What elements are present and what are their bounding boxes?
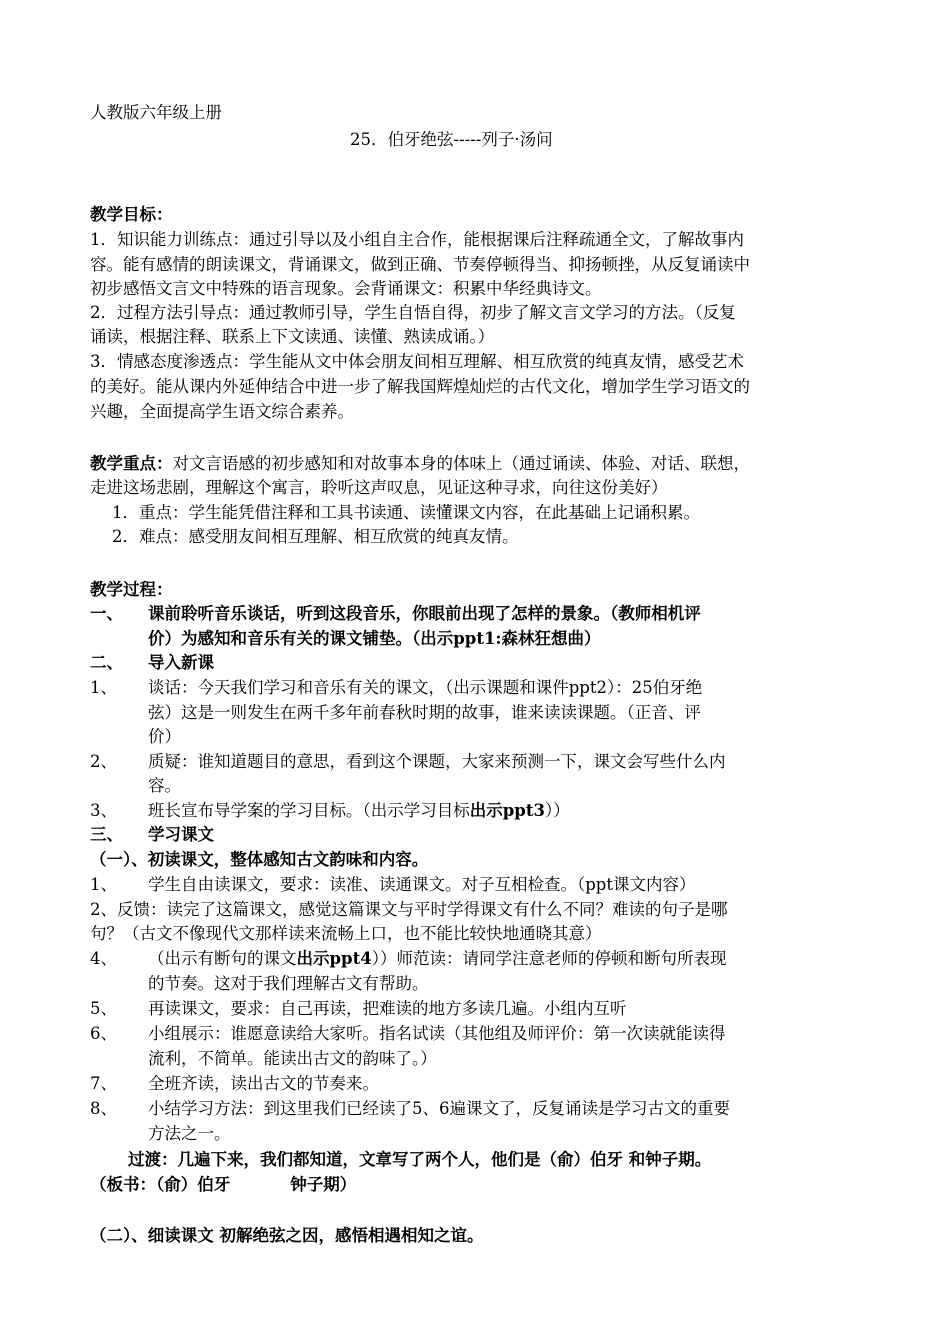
focus-difficulty: 2．难点：感受朋友间相互理解、相互欣赏的纯真友情。 xyxy=(112,527,519,546)
board-text: （板书：（俞）伯牙 xyxy=(90,1175,231,1194)
item-line xyxy=(148,946,726,971)
grade-label: 人教版六年级上册 xyxy=(90,103,222,122)
goals-line: 初步感悟文言文中特殊的语言现象。会背诵课文：积累中华经典诗文。 xyxy=(90,279,602,298)
section-3-title: 学习课文 xyxy=(148,825,214,844)
item-number: 8、 xyxy=(90,1099,117,1118)
focus-line-2: 走进这场悲剧，理解这个寓言，聆听这声叹息，见证这种寻求，向往这份美好） xyxy=(90,478,668,497)
subsection-2-title: （二）、细读课文 初解绝弦之因，感悟相遇相知之谊。 xyxy=(90,1226,484,1245)
item-number: 2、 xyxy=(90,752,117,771)
item-line: 全班齐读，读出古文的节奏来。 xyxy=(148,1074,379,1093)
focus-heading: 教学重点： xyxy=(90,454,173,473)
item-number: 3、 xyxy=(90,801,117,820)
item-line: 方法之一。 xyxy=(148,1124,231,1143)
item-line: 句？（古文不像现代文那样读来流畅上口，也不能比较快地通晓其意） xyxy=(90,924,602,943)
item-line: 小结学习方法：到这里我们已经读了5、6遍课文了，反复诵读是学习古文的重要 xyxy=(148,1099,730,1118)
item-text: ）） xyxy=(544,801,570,820)
item-line: 质疑：谁知道题目的意思，看到这个课题，大家来预测一下，课文会写些什么内 xyxy=(148,752,726,771)
goals-line: 容。能有感情的朗读课文，背诵课文，做到正确、节奏停顿得当、抑扬顿挫，从反复诵读中 xyxy=(90,255,750,274)
section-2-title: 导入新课 xyxy=(148,653,214,672)
focus-line-1 xyxy=(90,451,870,476)
focus-key-point: 1．重点：学生能凭借注释和工具书读通、读懂课文内容，在此基础上记诵积累。 xyxy=(112,503,700,522)
item-line: 谈话：今天我们学习和音乐有关的课文，（出示课题和课件ppt2）：25伯牙绝 xyxy=(148,678,703,697)
item-text: 班长宣布导学案的学习目标。（出示学习目标 xyxy=(148,801,470,820)
item-number: 1、 xyxy=(90,678,117,697)
goals-line: 诵读，根据注释、联系上下文读通、读懂、熟读成诵。） xyxy=(90,327,495,346)
section-1-line: 价）为感知和音乐有关的课文铺垫。（出示ppt1:森林狂想曲） xyxy=(148,629,601,648)
item-line: 流利，不简单。能读出古文的韵味了。） xyxy=(148,1049,437,1068)
item-number: 6、 xyxy=(90,1024,117,1043)
focus-text: 对文言语感的初步感知和对故事本身的体味上（通过诵读、体验、对话、联想， xyxy=(172,454,750,473)
item-line: 容。 xyxy=(148,776,181,795)
board-note xyxy=(90,1172,870,1197)
transition-line: 过渡：几遍下来，我们都知道，文章写了两个人，他们是（俞）伯牙 和钟子期。 xyxy=(128,1150,712,1169)
ppt-ref: 出示ppt3 xyxy=(469,801,545,820)
item-number: 7、 xyxy=(90,1074,117,1093)
goals-line: 的美好。能从课内外延伸结合中进一步了解我国辉煌灿烂的古代文化，增加学生学习语文的 xyxy=(90,377,750,396)
board-text: 钟子期） xyxy=(290,1175,357,1194)
process-heading: 教学过程： xyxy=(90,580,173,599)
ppt-ref: 出示ppt4 xyxy=(296,949,372,968)
section-number: 一、 xyxy=(90,604,123,623)
goals-heading: 教学目标： xyxy=(90,205,173,224)
item-line: 学生自由读课文，要求：读准、读通课文。对子互相检查。（ppt课文内容） xyxy=(148,875,696,894)
goals-line: 兴趣，全面提高学生语文综合素养。 xyxy=(90,402,354,421)
item-line: 的节奏。这对于我们理解古文有帮助。 xyxy=(148,974,429,993)
goals-line: 1．知识能力训练点：通过引导以及小组自主合作，能根据课后注释疏通全文，了解故事内 xyxy=(90,230,744,249)
item-text: ））师范读：请同学注意老师的停顿和断句所表现 xyxy=(371,949,727,968)
item-number: 1、 xyxy=(90,875,117,894)
section-number: 三、 xyxy=(90,825,123,844)
item-line: 小组展示：谁愿意读给大家听。指名试读（其他组及师评价：第一次读就能读得 xyxy=(148,1024,726,1043)
goals-line: 3．情感态度渗透点：学生能从文中体会朋友间相互理解、相互欣赏的纯真友情，感受艺术 xyxy=(90,352,744,371)
item-line: 价） xyxy=(148,727,181,746)
section-1-line: 课前聆听音乐谈话，听到这段音乐，你眼前出现了怎样的景象。（教师相机评 xyxy=(148,604,701,623)
section-number: 二、 xyxy=(90,653,123,672)
item-line: 2、反馈：读完了这篇课文，感觉这篇课文与平时学得课文有什么不同？难读的句子是哪 xyxy=(90,900,728,919)
item-number: 5、 xyxy=(90,999,117,1018)
goals-line: 2．过程方法引导点：通过教师引导，学生自悟自得，初步了解文言文学习的方法。（反复 xyxy=(90,303,736,322)
item-line: 再读课文，要求：自己再读，把难读的地方多读几遍。小组内互听 xyxy=(148,999,627,1018)
item-line: 弦）这是一则发生在两千多年前春秋时期的故事，谁来读读课题。（正音、评 xyxy=(148,703,701,722)
subsection-1-title: （一）、初读课文，整体感知古文韵味和内容。 xyxy=(90,850,429,869)
lesson-title: 25．伯牙绝弦-----列子·汤问 xyxy=(350,130,553,149)
item-line xyxy=(148,798,570,823)
item-number: 4、 xyxy=(90,949,117,968)
item-text: （出示有断句的课文 xyxy=(148,949,297,968)
